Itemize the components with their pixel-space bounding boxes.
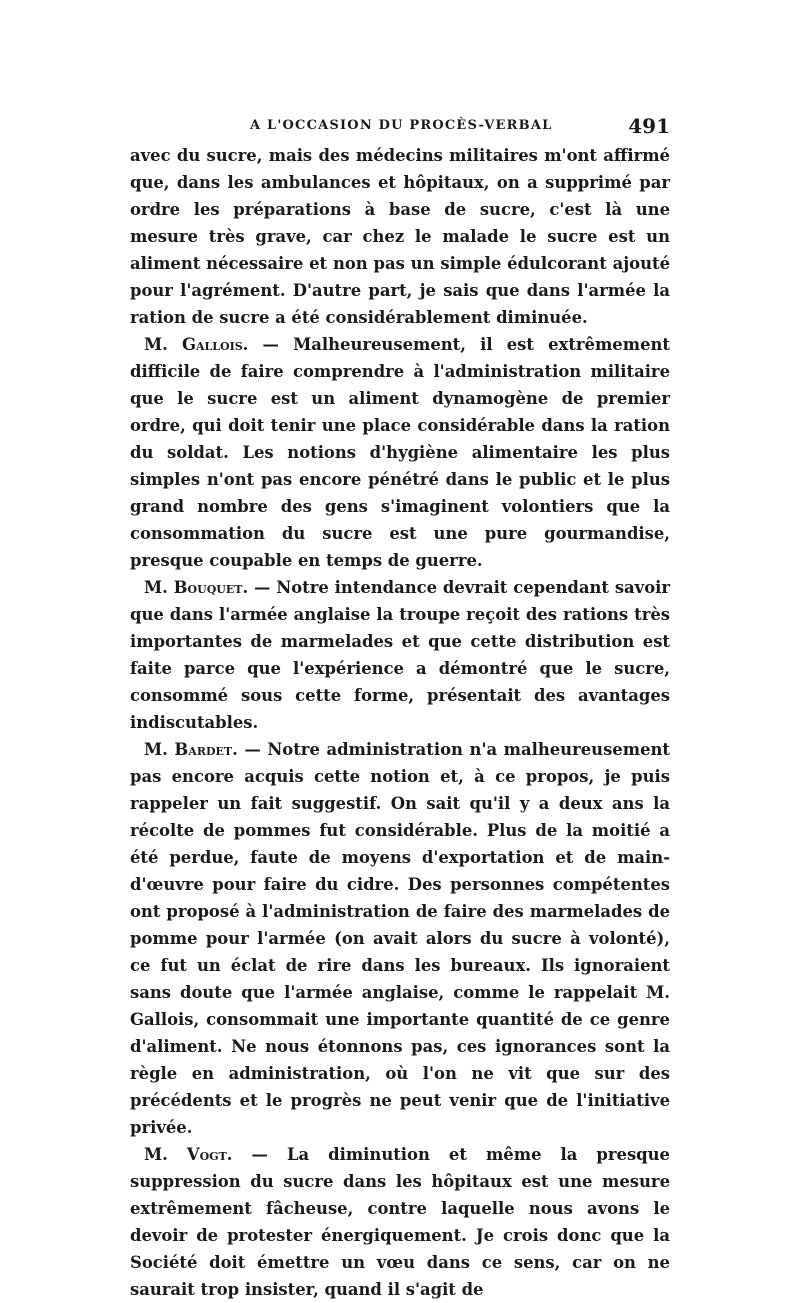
book-page xyxy=(130,108,670,1303)
paragraph-bouquet xyxy=(130,574,670,736)
paragraph-text: avec du sucre, mais des médecins militaires m'ont affirmé que, dans les ambulances et hôpitaux, on a supprimé par ordre les préparations à base de sucre, c'est là une mesure très grave, car chez le malade le sucre est un aliment nécessaire et non pas un simple édulcorant ajouté pour l'agrément. D'autre part, je sais que dans l'armée la ration de sucre a été considérablement diminuée. xyxy=(130,146,670,327)
running-head xyxy=(130,108,670,142)
paragraph-vogt xyxy=(130,1141,670,1303)
paragraph-text: — Notre intendance devrait cependant savoir que dans l'armée anglaise la troupe reçoit des rations très importantes de marmelades et que cette distribution est faite parce que l'expérience a démontré que le sucre, consommé sous cette forme, présentait des avantages indiscutables. xyxy=(130,578,670,732)
speaker-name: M. Gallois. xyxy=(144,335,249,354)
page-number: 491 xyxy=(628,114,670,138)
paragraph-gallois xyxy=(130,331,670,574)
running-title: A L'OCCASION DU PROCÈS-VERBAL xyxy=(250,118,553,133)
speaker-name: M. Vogt. xyxy=(144,1145,233,1164)
speaker-name: M. Bouquet. xyxy=(144,578,249,597)
body-text xyxy=(130,142,670,1303)
speaker-name: M. Bardet. xyxy=(144,740,238,759)
paragraph-text: — La diminution et même la presque suppression du sucre dans les hôpitaux est une mesure extrêmement fâcheuse, contre laquelle nous avons le devoir de protester énergiquement. Je crois donc que la Société doit émettre un vœu dans ce sens, car on ne saurait trop insister, quand il s'agit de xyxy=(130,1145,670,1299)
paragraph-text: — Malheureusement, il est extrêmement difficile de faire comprendre à l'administration militaire que le sucre est un aliment dynamogène de premier ordre, qui doit tenir une place considérable dans la ration du soldat. Les notions d'hygiène alimentaire les plus simples n'ont pas encore pénétré dans le public et le plus grand nombre des gens s'imaginent volontiers que la consommation du sucre est une pure gourmandise, presque coupable en temps de guerre. xyxy=(130,335,670,570)
paragraph-continuation xyxy=(130,142,670,331)
paragraph-bardet xyxy=(130,736,670,1141)
paragraph-text: — Notre administration n'a malheureusement pas encore acquis cette notion et, à ce propos, je puis rappeler un fait suggestif. On sait qu'il y a deux ans la récolte de pommes fut considérable. Plus de la moitié a été perdue, faute de moyens d'exportation et de main-d'œuvre pour faire du cidre. Des personnes compétentes ont proposé à l'administration de faire des marmelades de pomme pour l'armée (on avait alors du sucre à volonté), ce fut un éclat de rire dans les bureaux. Ils ignoraient sans doute que l'armée anglaise, comme le rappelait M. Gallois, consommait une importante quantité de ce genre d'aliment. Ne nous étonnons pas, ces ignorances sont la règle en administration, où l'on ne vit que sur des précédents et le progrès ne peut venir que de l'initiative privée. xyxy=(130,740,670,1137)
